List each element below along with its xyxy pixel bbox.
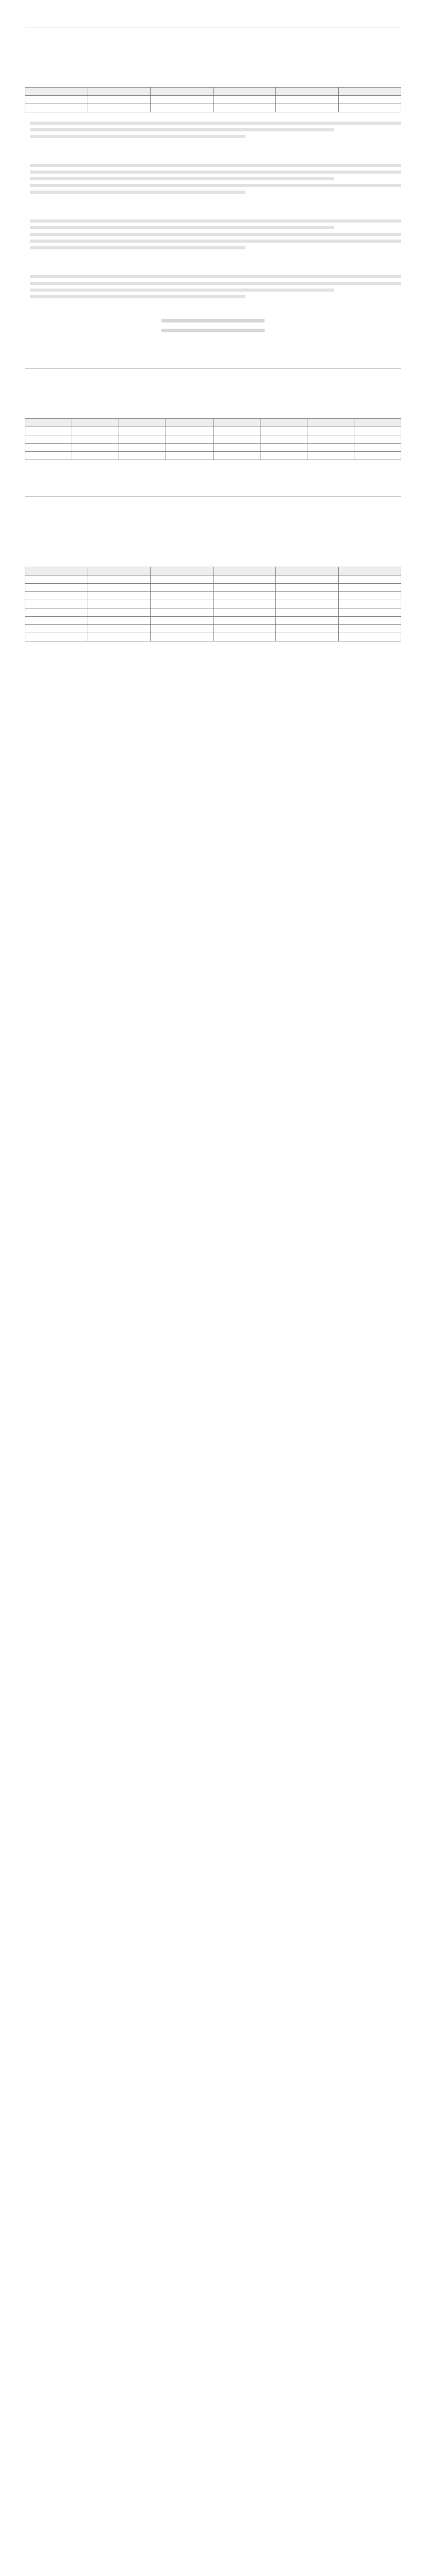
section-heading	[25, 553, 401, 562]
document-section	[25, 151, 401, 194]
paragraph-block	[25, 219, 401, 249]
paragraph-block	[25, 275, 401, 298]
section-heading	[25, 151, 401, 160]
summary-table	[25, 87, 401, 112]
lower-table-heading	[25, 533, 401, 548]
paragraph-block	[25, 122, 401, 138]
closing-signature	[161, 329, 265, 332]
paragraph-block	[25, 164, 401, 194]
document-section	[25, 263, 401, 298]
document-section	[25, 207, 401, 249]
document-title	[25, 48, 401, 61]
document-section	[25, 405, 401, 460]
section-heading	[25, 207, 401, 215]
detail-table	[25, 418, 401, 460]
lower-table	[25, 567, 401, 641]
page-divider	[25, 496, 401, 497]
closing-block	[25, 319, 401, 332]
closing-date	[161, 319, 265, 323]
header-line	[25, 21, 401, 27]
document-section	[25, 553, 401, 641]
section-heading	[25, 74, 401, 82]
section-heading	[25, 263, 401, 271]
section-heading	[25, 405, 401, 413]
page-divider	[25, 368, 401, 369]
document-section	[25, 74, 401, 138]
document-page	[25, 21, 401, 655]
